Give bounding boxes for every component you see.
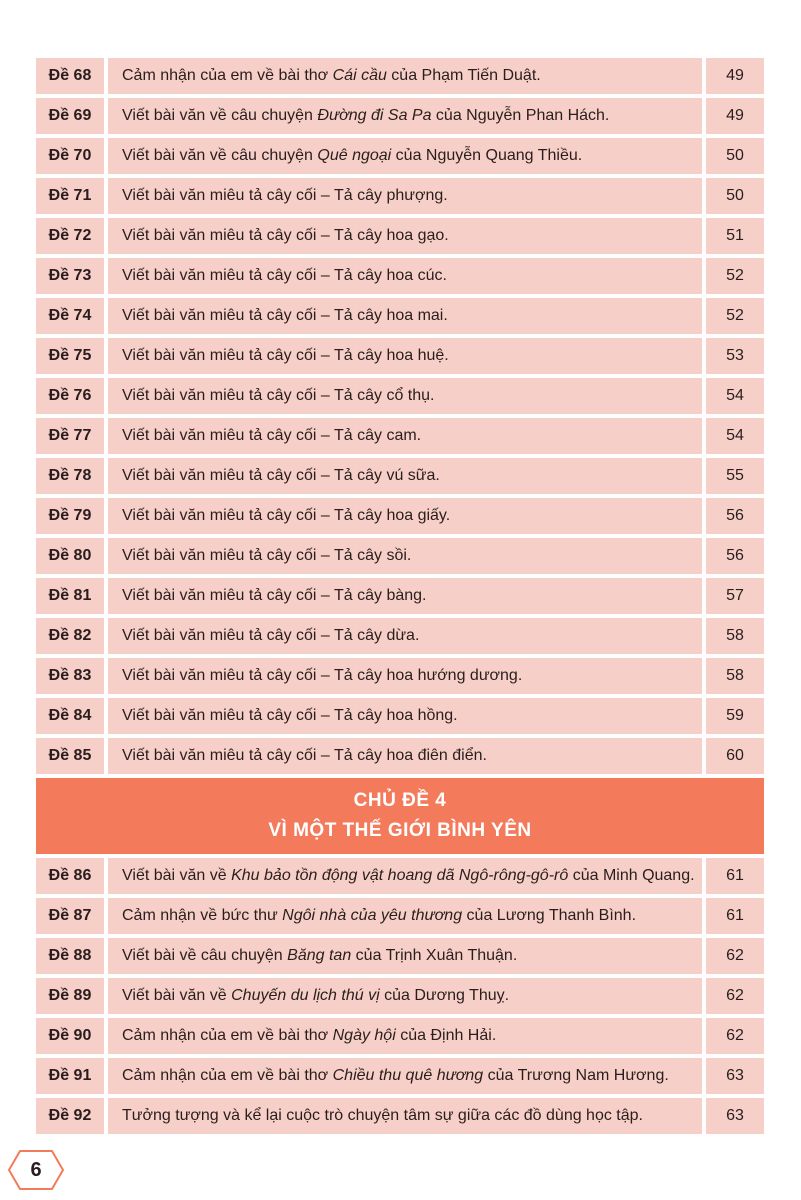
exercise-title [108, 138, 702, 174]
title-text: Cảm nhận của em về bài thơ [122, 1067, 333, 1084]
title-text: Viết bài văn miêu tả cây cối – Tả cây sồi. [122, 547, 412, 564]
toc-row [36, 978, 764, 1014]
page-ref: 56 [706, 538, 764, 574]
page-ref: 53 [706, 338, 764, 374]
exercise-title [108, 1018, 702, 1054]
topic-header [36, 778, 764, 854]
page-ref: 62 [706, 978, 764, 1014]
title-text: Viết bài văn miêu tả cây cối – Tả cây hoa gạo. [122, 227, 449, 244]
topic-title: VÌ MỘT THẾ GIỚI BÌNH YÊN [268, 820, 532, 841]
exercise-number: Đề 79 [36, 498, 104, 534]
title-author: của Dương Thuỵ. [379, 987, 510, 1004]
exercise-title [108, 618, 702, 654]
toc-row [36, 58, 764, 94]
exercise-title [108, 98, 702, 134]
exercise-title [108, 898, 702, 934]
exercise-number: Đề 84 [36, 698, 104, 734]
page-ref: 52 [706, 298, 764, 334]
toc-row [36, 938, 764, 974]
page-number-badge [6, 1148, 66, 1192]
page-ref: 55 [706, 458, 764, 494]
toc-row [36, 338, 764, 374]
toc-row [36, 98, 764, 134]
title-text: Cảm nhận của em về bài thơ [122, 1027, 333, 1044]
exercise-number: Đề 83 [36, 658, 104, 694]
page-ref: 60 [706, 738, 764, 774]
toc-group-topic-3 [36, 58, 764, 774]
title-text: Viết bài văn miêu tả cây cối – Tả cây hoa cúc. [122, 267, 447, 284]
title-text: Viết bài văn về câu chuyện [122, 107, 318, 124]
toc-row [36, 698, 764, 734]
title-text: Viết bài văn miêu tả cây cối – Tả cây dừa. [122, 627, 420, 644]
exercise-title [108, 258, 702, 294]
exercise-number: Đề 72 [36, 218, 104, 254]
title-author: của Minh Quang. [568, 867, 695, 884]
work-title: Cái cầu [332, 67, 387, 84]
exercise-title [108, 978, 702, 1014]
toc-row [36, 218, 764, 254]
toc-row [36, 498, 764, 534]
exercise-title [108, 498, 702, 534]
exercise-number: Đề 74 [36, 298, 104, 334]
work-title: Khu bảo tồn động vật hoang dã Ngô-rông-gô-rô [231, 867, 569, 884]
toc-row [36, 298, 764, 334]
work-title: Đường đi Sa Pa [317, 107, 432, 124]
title-author: của Nguyễn Quang Thiều. [391, 147, 583, 164]
exercise-title [108, 938, 702, 974]
page-ref: 54 [706, 418, 764, 454]
exercise-title [108, 1098, 702, 1134]
toc-row [36, 1018, 764, 1054]
toc-row [36, 458, 764, 494]
toc-row [36, 738, 764, 774]
exercise-number: Đề 89 [36, 978, 104, 1014]
page-ref: 61 [706, 858, 764, 894]
exercise-number: Đề 76 [36, 378, 104, 414]
exercise-number: Đề 75 [36, 338, 104, 374]
exercise-number: Đề 77 [36, 418, 104, 454]
work-title: Chuyến du lịch thú vị [231, 987, 380, 1004]
exercise-title [108, 698, 702, 734]
title-text: Viết bài văn miêu tả cây cối – Tả cây hoa huệ. [122, 347, 449, 364]
title-text: Viết bài văn miêu tả cây cối – Tả cây cam. [122, 427, 422, 444]
topic-number: CHỦ ĐỀ 4 [353, 790, 447, 811]
page-ref: 59 [706, 698, 764, 734]
title-text: Viết bài văn miêu tả cây cối – Tả cây hoa hồng. [122, 707, 458, 724]
title-text: Viết bài văn miêu tả cây cối – Tả cây phượng. [122, 187, 448, 204]
page-ref: 58 [706, 658, 764, 694]
exercise-title [108, 178, 702, 214]
title-text: Viết bài văn về [122, 987, 232, 1004]
exercise-number: Đề 91 [36, 1058, 104, 1094]
title-text: Viết bài văn miêu tả cây cối – Tả cây hoa hướng dương. [122, 667, 523, 684]
page-ref: 62 [706, 1018, 764, 1054]
exercise-title [108, 738, 702, 774]
work-title: Băng tan [287, 947, 352, 964]
exercise-title [108, 338, 702, 374]
toc-row [36, 618, 764, 654]
toc-row [36, 658, 764, 694]
exercise-title [108, 218, 702, 254]
title-text: Viết bài văn miêu tả cây cối – Tả cây hoa điên điển. [122, 747, 487, 764]
title-author: của Trịnh Xuân Thuận. [351, 947, 518, 964]
exercise-number: Đề 90 [36, 1018, 104, 1054]
exercise-number: Đề 73 [36, 258, 104, 294]
work-title: Ngày hội [332, 1027, 396, 1044]
title-text: Viết bài về câu chuyện [122, 947, 288, 964]
exercise-number: Đề 71 [36, 178, 104, 214]
toc-row [36, 178, 764, 214]
page-ref: 63 [706, 1058, 764, 1094]
page-ref: 50 [706, 138, 764, 174]
title-text: Cảm nhận về bức thư [122, 907, 283, 924]
title-text: Cảm nhận của em về bài thơ [122, 67, 333, 84]
title-text: Tưởng tượng và kể lại cuộc trò chuyện tâm sự giữa các đồ dùng học tập. [122, 1107, 643, 1124]
title-author: của Nguyễn Phan Hách. [431, 107, 610, 124]
title-text: Viết bài văn miêu tả cây cối – Tả cây hoa mai. [122, 307, 448, 324]
exercise-title [108, 538, 702, 574]
title-text: Viết bài văn miêu tả cây cối – Tả cây cổ thụ. [122, 387, 435, 404]
title-author: của Phạm Tiến Duật. [386, 67, 541, 84]
exercise-title [108, 1058, 702, 1094]
exercise-number: Đề 85 [36, 738, 104, 774]
page-ref: 52 [706, 258, 764, 294]
toc-group-topic-4 [36, 858, 764, 1134]
page-ref: 54 [706, 378, 764, 414]
exercise-number: Đề 81 [36, 578, 104, 614]
exercise-number: Đề 68 [36, 58, 104, 94]
work-title: Chiều thu quê hương [332, 1067, 484, 1084]
title-text: Viết bài văn miêu tả cây cối – Tả cây vú sữa. [122, 467, 440, 484]
toc-row [36, 138, 764, 174]
exercise-number: Đề 92 [36, 1098, 104, 1134]
exercise-number: Đề 87 [36, 898, 104, 934]
exercise-title [108, 378, 702, 414]
table-of-contents [36, 58, 764, 1138]
toc-row [36, 578, 764, 614]
exercise-title [108, 418, 702, 454]
toc-row [36, 1058, 764, 1094]
page-ref: 49 [706, 58, 764, 94]
exercise-number: Đề 70 [36, 138, 104, 174]
page-ref: 63 [706, 1098, 764, 1134]
page-number: 6 [30, 1158, 42, 1181]
exercise-title [108, 858, 702, 894]
work-title: Quê ngoại [317, 147, 392, 164]
toc-row [36, 418, 764, 454]
page-ref: 56 [706, 498, 764, 534]
exercise-title [108, 298, 702, 334]
title-author: của Lương Thanh Bình. [462, 907, 637, 924]
exercise-title [108, 458, 702, 494]
page-ref: 49 [706, 98, 764, 134]
toc-row [36, 898, 764, 934]
title-text: Viết bài văn miêu tả cây cối – Tả cây hoa giấy. [122, 507, 451, 524]
exercise-title [108, 58, 702, 94]
toc-row [36, 378, 764, 414]
toc-row [36, 1098, 764, 1134]
toc-row [36, 538, 764, 574]
title-text: Viết bài văn về [122, 867, 232, 884]
page-ref: 61 [706, 898, 764, 934]
page-ref: 51 [706, 218, 764, 254]
exercise-number: Đề 78 [36, 458, 104, 494]
exercise-title [108, 578, 702, 614]
title-text: Viết bài văn về câu chuyện [122, 147, 318, 164]
exercise-number: Đề 80 [36, 538, 104, 574]
title-text: Viết bài văn miêu tả cây cối – Tả cây bàng. [122, 587, 427, 604]
page-ref: 58 [706, 618, 764, 654]
work-title: Ngôi nhà của yêu thương [282, 907, 463, 924]
page-ref: 57 [706, 578, 764, 614]
exercise-number: Đề 88 [36, 938, 104, 974]
exercise-number: Đề 86 [36, 858, 104, 894]
title-author: của Định Hải. [395, 1027, 497, 1044]
exercise-title [108, 658, 702, 694]
exercise-number: Đề 69 [36, 98, 104, 134]
exercise-number: Đề 82 [36, 618, 104, 654]
page-ref: 50 [706, 178, 764, 214]
title-author: của Trương Nam Hương. [483, 1067, 669, 1084]
toc-row [36, 258, 764, 294]
toc-row [36, 858, 764, 894]
page-ref: 62 [706, 938, 764, 974]
